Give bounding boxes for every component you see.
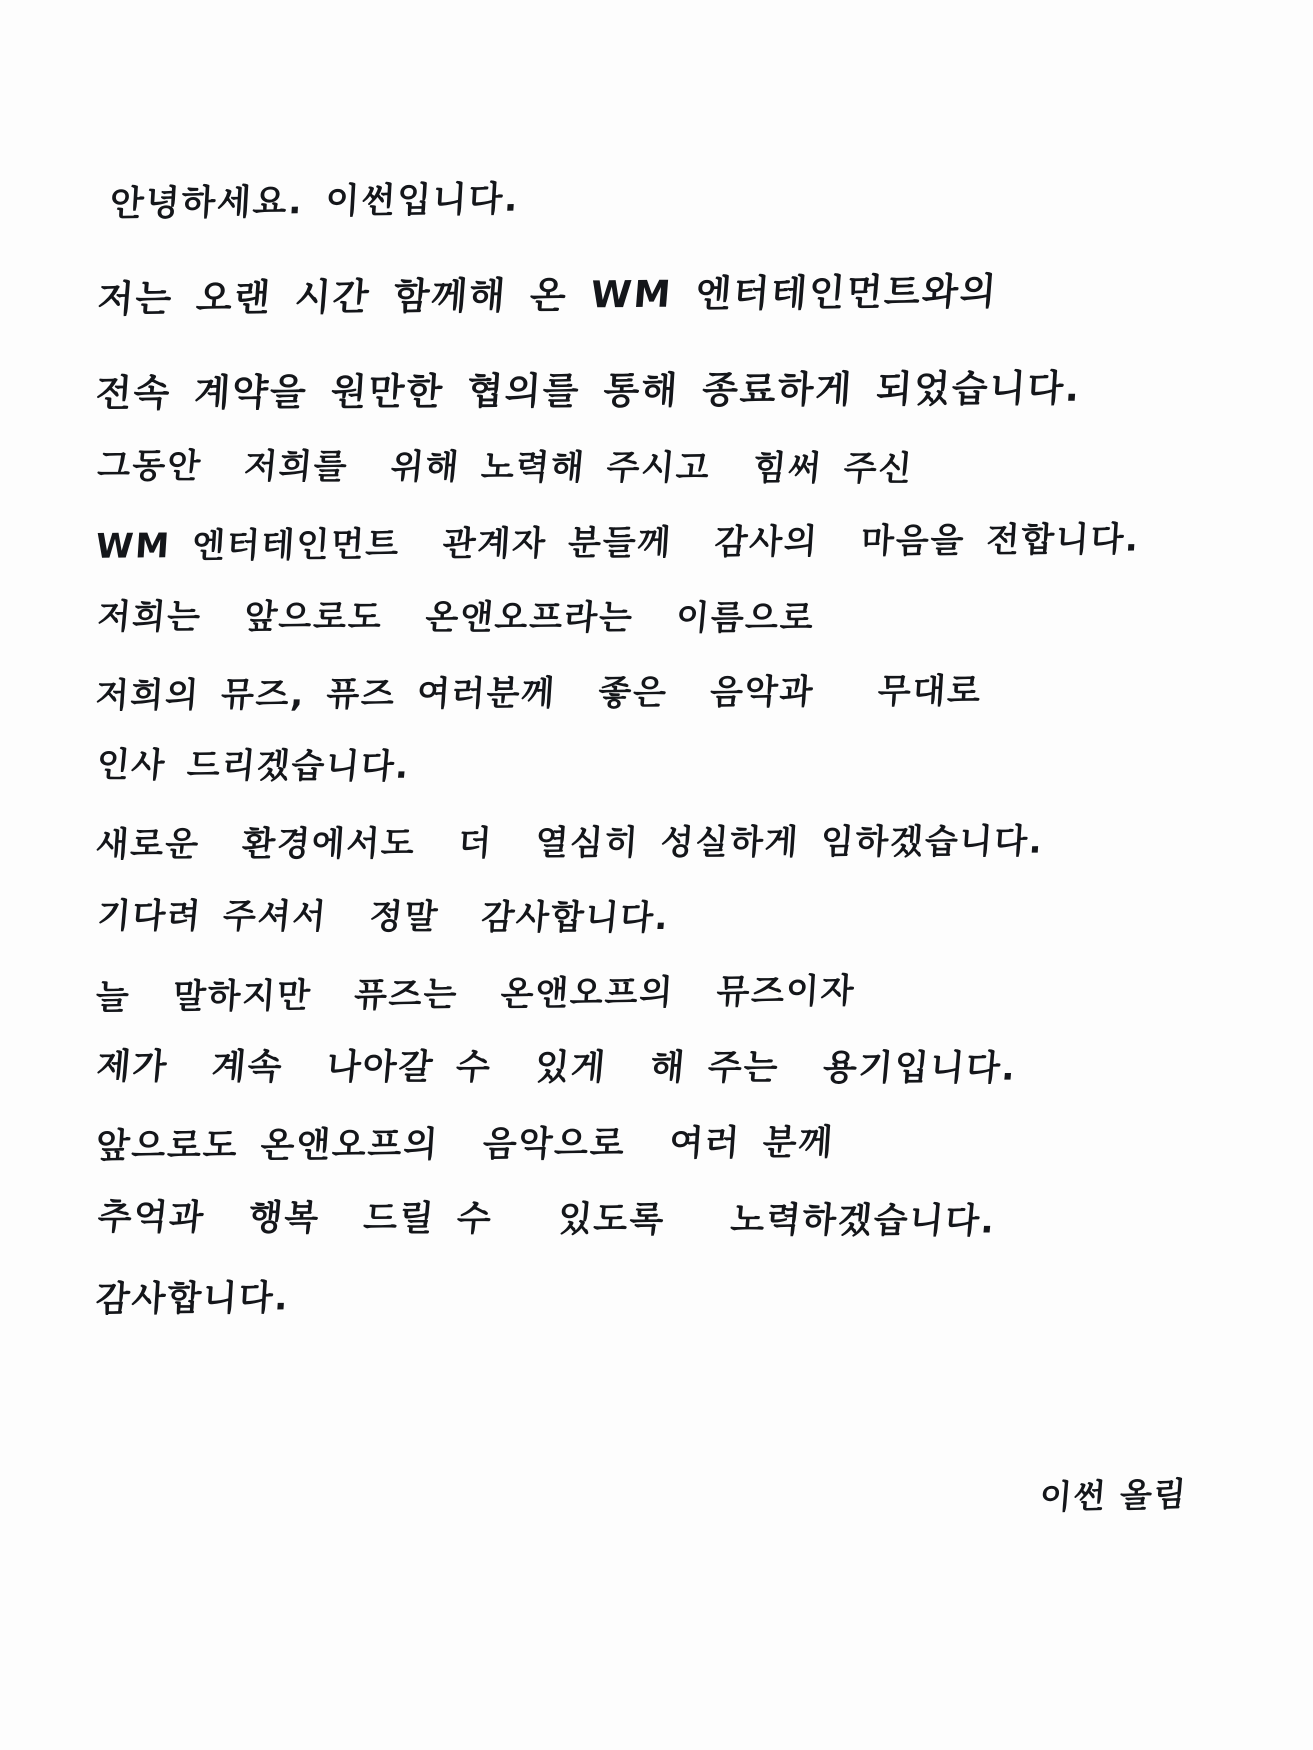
letter-line-13: 앞으로도 온앤오프의 음악으로 여러 분께 [94, 1122, 836, 1167]
signature: 이썬 올림 [1037, 1474, 1189, 1517]
letter-line-3: 전속 계약을 원만한 협의를 통해 종료하게 되었습니다. [94, 366, 1083, 415]
letter-line-15: 감사합니다. [94, 1278, 291, 1320]
letter-line-14: 추억과 행복 드릴 수 있도록 노력하겠습니다. [95, 1197, 998, 1242]
letter-line-12: 제가 계속 나아갈 수 있게 해 주는 용기입니다. [94, 1047, 1019, 1089]
letter-line-9: 새로운 환경에서도 더 열심히 성실하게 임하겠습니다. [94, 821, 1046, 865]
letter-body [96, 170, 1176, 1340]
letter-line-5: WM 엔터테인먼트 관계자 분들께 감사의 마음을 전합니다. [94, 519, 1142, 567]
letter-line-4: 그동안 저희를 위해 노력해 주시고 힘써 주신 [95, 446, 916, 489]
letter-line-7: 저희의 뮤즈, 퓨즈 여러분께 좋은 음악과 무대로 [94, 671, 984, 716]
letter-line-6: 저희는 앞으로도 온앤오프라는 이름으로 [95, 597, 817, 639]
letter-line-2: 저는 오랜 시간 함께해 온 WM 엔터테인먼트와의 [96, 269, 1000, 321]
letter-line-11: 늘 말하지만 퓨즈는 온앤오프의 뮤즈이자 [94, 971, 857, 1018]
letter-line-1: 안녕하세요. 이썬입니다. [108, 179, 521, 225]
letter-line-8: 인사 드리겠습니다. [94, 745, 413, 787]
letter-line-10: 기다려 주셔서 정말 감사합니다. [95, 896, 672, 939]
